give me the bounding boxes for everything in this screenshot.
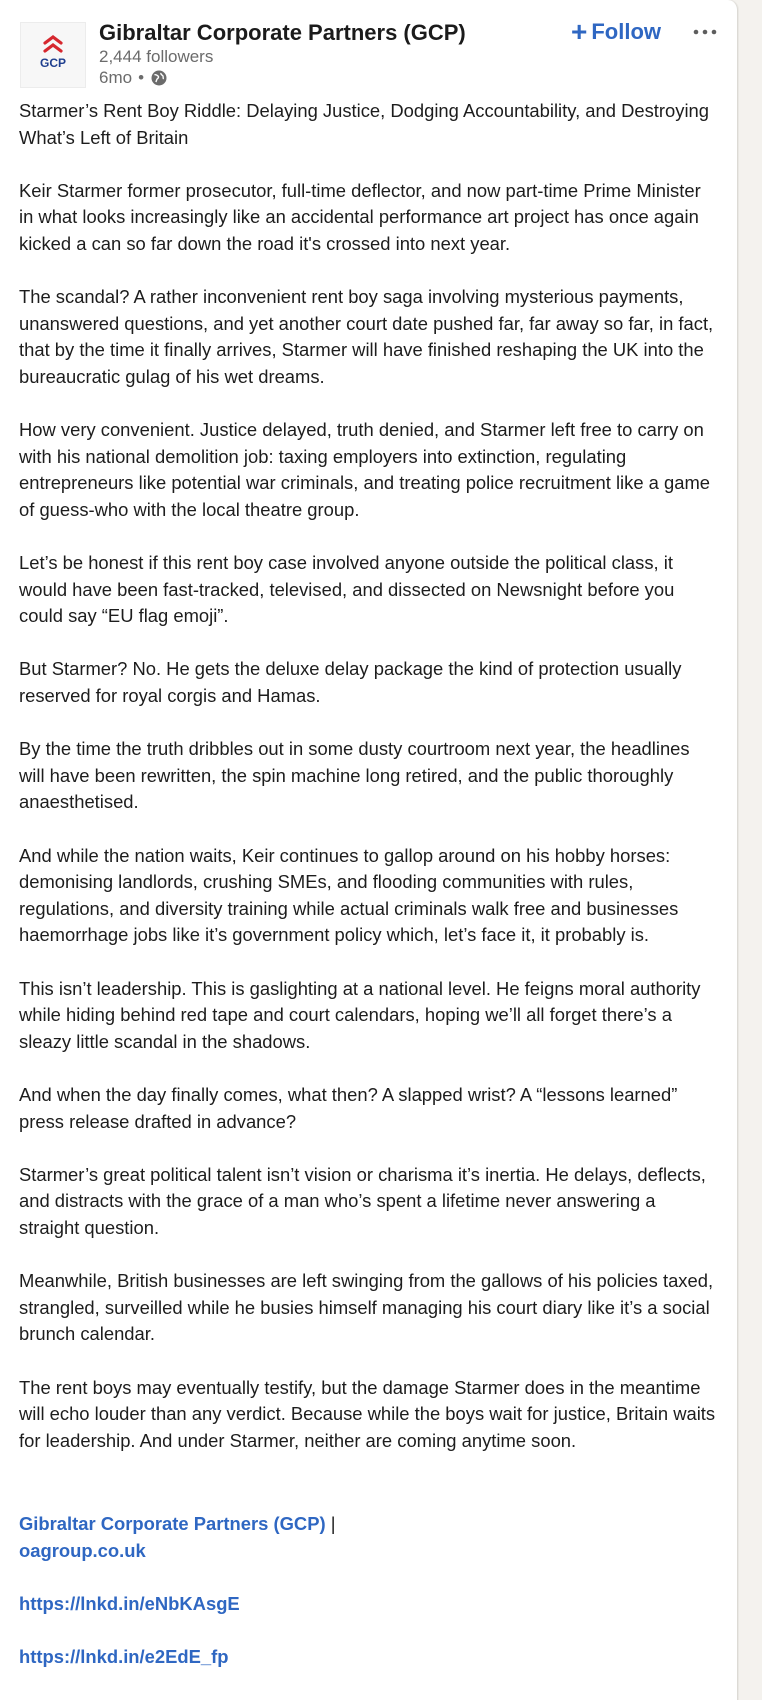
post-paragraph: Keir Starmer former prosecutor, full-time deflector, and now part-time Prime Minister in what looks increasingly like an accidental performance art project has once again kicked a can so far down the road it's crossed into next year. [19, 179, 701, 254]
post-paragraph: Meanwhile, British businesses are left swinging from the gallows of his policies taxed, strangled, surveilled while he busies himself managing his court diary like it’s a social brunch calendar. [19, 1270, 714, 1345]
mention-separator: | [330, 1513, 336, 1534]
post-header [20, 18, 720, 90]
post-paragraph: And while the nation waits, Keir continues to gallop around on his hobby horses: demonising landlords, crushing SMEs, and flooding communities with rules, regulations, and diversity training while actual criminals walk free and businesses haemorrhage jobs like it’s government policy which, let’s face it, it probably is. [19, 844, 679, 946]
meta-separator: • [138, 68, 145, 87]
company-logo[interactable] [20, 22, 86, 88]
company-name[interactable]: Gibraltar Corporate Partners (GCP) [99, 20, 466, 45]
post-paragraph: Let’s be honest if this rent boy case involved anyone outside the political class, it would have been fast-tracked, televised, and dissected on Newsnight before you could say “EU flag emoji”. [19, 552, 675, 627]
more-icon [688, 20, 722, 48]
logo-text: GCP [39, 56, 67, 70]
post-paragraph: How very convenient. Justice delayed, truth denied, and Starmer left free to carry on with his national demolition job: taxing employers into extinction, regulating entrepreneurs like potential war criminals, and treating police recruitment like a game of guess-who with the local theatre group. [19, 419, 711, 520]
short-link-1[interactable]: https://lnkd.in/eNbKAsgE [19, 1592, 240, 1614]
post-meta [99, 68, 168, 88]
more-options-button[interactable] [688, 20, 722, 48]
short-link-row [19, 1644, 719, 1671]
post-paragraph: Starmer’s great political talent isn’t vision or charisma it’s inertia. He delays, deflects, and distracts with the grace of a man who’s spent a lifetime never answering a straight question. [19, 1163, 706, 1238]
website-link[interactable]: oagroup.co.uk [19, 1539, 146, 1561]
company-mention-link[interactable]: Gibraltar Corporate Partners (GCP) [19, 1513, 326, 1534]
post-paragraph: The rent boys may eventually testify, but the damage Starmer does in the meantime will echo louder than any verdict. Because while the boys wait for justice, Britain waits for leadership. And under Starmer, neither are coming anytime soon. [19, 1376, 716, 1451]
post-paragraph: But Starmer? No. He gets the deluxe delay package the kind of protection usually reserved for royal corgis and Hamas. [19, 658, 682, 707]
follower-count: 2,444 followers [99, 47, 214, 66]
post-links [19, 1511, 719, 1671]
short-link-row [19, 1591, 719, 1618]
post-title-paragraph: Starmer’s Rent Boy Riddle: Delaying Justice, Dodging Accountability, and Destroying What’s Left of Britain [19, 100, 709, 148]
post-paragraph: And when the day finally comes, what then? A slapped wrist? A “lessons learned” press release drafted in advance? [19, 1083, 678, 1132]
post-paragraph: This isn’t leadership. This is gaslighting at a national level. He feigns moral authority while hiding behind red tape and court calendars, hoping we’ll all forget there’s a sleazy little scandal in the shadows. [19, 977, 701, 1052]
post-paragraph: The scandal? A rather inconvenient rent boy saga involving mysterious payments, unanswered questions, and yet another court date pushed far, far away so far, in fact, that by the time it finally arrives, Starmer will have finished reshaping the UK into the bureaucratic gulag of his wet dreams. [19, 286, 714, 387]
post-paragraph: By the time the truth dribbles out in some dusty courtroom next year, the headlines will have been rewritten, the spin machine long retired, and the public thoroughly anaesthetised. [19, 738, 690, 813]
post-time[interactable]: 6mo [99, 68, 133, 87]
website-row [19, 1538, 719, 1565]
plus-icon: + [571, 16, 588, 47]
gcp-logo-icon [21, 23, 85, 87]
follow-button[interactable] [571, 18, 661, 46]
short-link-2[interactable]: https://lnkd.in/e2EdE_fp [19, 1645, 229, 1667]
follow-label: Follow [591, 19, 662, 44]
mention-row [19, 1511, 719, 1538]
post-body [19, 98, 719, 1481]
globe-icon [150, 69, 168, 87]
